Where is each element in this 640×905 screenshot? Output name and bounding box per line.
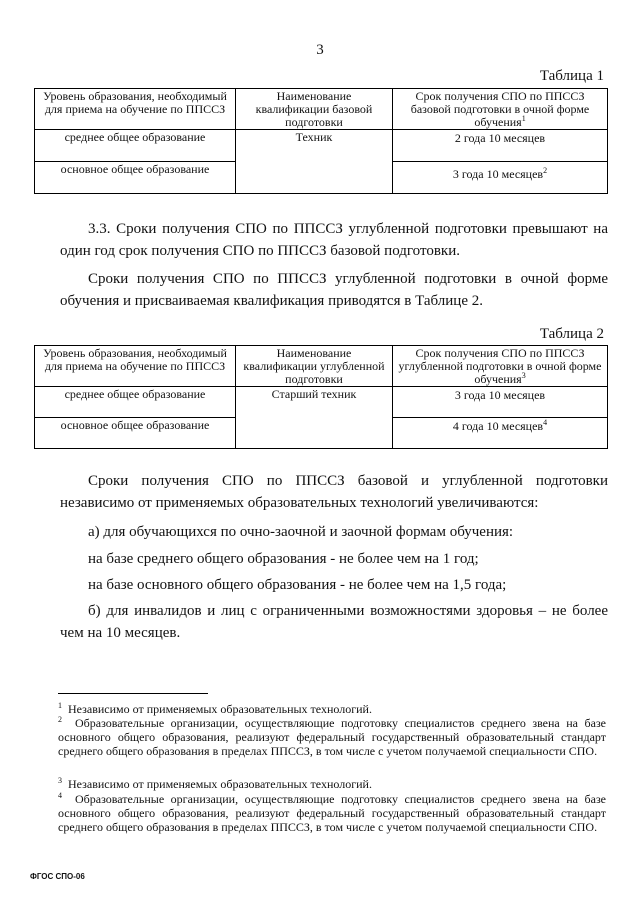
- table2-header-qualification: Наименование квалификации углубленной подготовки: [236, 346, 393, 387]
- table1-row1-term: 2 года 10 месяцев: [393, 130, 608, 162]
- table1-row2-level: основное общее образование: [35, 162, 236, 194]
- table1-row1-level: среднее общее образование: [35, 130, 236, 162]
- paragraph-3-3: 3.3. Сроки получения СПО по ППССЗ углубленной подготовки превышают на один год срок получения СПО по ППССЗ базовой подготовки.: [60, 221, 608, 259]
- item-a1: на базе среднего общего образования - не более чем на 1 год;: [88, 551, 479, 567]
- table2-qualification: Старший техник: [236, 387, 393, 449]
- item-a2: на базе основного общего образования - не более чем на 1,5 года;: [88, 577, 507, 593]
- footnote-3: $^3$ Независимо от применяемых образовательных технологий.: [58, 776, 372, 791]
- table2-row2-level: основное общее образование: [35, 418, 236, 449]
- footnote-divider: [58, 693, 208, 694]
- footnote-1: $^1$ Независимо от применяемых образовательных технологий.: [58, 701, 372, 716]
- table-row: [35, 387, 608, 418]
- table1-header-level: Уровень образования, необходимый для приема на обучение по ППССЗ: [35, 89, 236, 130]
- table2-row2-term: 4 года 10 месяцев$^4$: [393, 418, 608, 449]
- table-row: [35, 130, 608, 162]
- table2: [34, 345, 608, 449]
- table2-row1-level: среднее общее образование: [35, 387, 236, 418]
- table2-row1-term: 3 года 10 месяцев: [393, 387, 608, 418]
- table1-row2-term: 3 года 10 месяцев$^2$: [393, 162, 608, 194]
- footnote-2: $^2$ Образовательные организации, осуществляющие подготовку специалистов среднего звена на базе основного общего образования, реализуют федеральный государственный образовательный стандарт среднего общего образования в пределах ППССЗ, в том числе с учетом получаемой специальности СПО.: [58, 715, 607, 758]
- page-number: 3: [316, 42, 324, 58]
- item-a: а) для обучающихся по очно-заочной и заочной формам обучения:: [88, 524, 514, 540]
- table2-header-row: [35, 346, 608, 387]
- table1-qualification: Техник: [236, 130, 393, 194]
- paragraph-terms-intro: Сроки получения СПО по ППССЗ углубленной подготовки в очной форме обучения и присваиваемая квалификация приводятся в Таблице 2.: [60, 271, 608, 309]
- footnote-4: $^4$ Образовательные организации, осуществляющие подготовку специалистов среднего звена на базе основного общего образования, реализуют федеральный государственный образовательный стандарт среднего общего образования в пределах ППССЗ, в том числе с учетом получаемой специальности СПО.: [58, 791, 607, 834]
- table2-header-level: Уровень образования, необходимый для приема на обучение по ППССЗ: [35, 346, 236, 387]
- paragraph-increase: Сроки получения СПО по ППССЗ базовой и углубленной подготовки независимо от применяемых образовательных технологий увеличиваются:: [60, 473, 608, 511]
- document-footer: ФГОС СПО-06: [30, 872, 85, 881]
- table2-header-term: Срок получения СПО по ППССЗ углубленной подготовки в очной форме обучения$^3$: [393, 346, 608, 387]
- item-b: б) для инвалидов и лиц с ограниченными возможностями здоровья – не более чем на 10 месяцев.: [60, 603, 608, 641]
- table1-header-qualification: Наименование квалификации базовой подготовки: [236, 89, 393, 130]
- table2-caption: Таблица 2: [539, 326, 604, 342]
- table1: [34, 88, 608, 194]
- table1-caption: Таблица 1: [539, 68, 604, 84]
- table1-header-term: Срок получения СПО по ППССЗ базовой подготовки в очной форме обучения$^1$: [393, 89, 608, 130]
- table1-header-row: [35, 89, 608, 130]
